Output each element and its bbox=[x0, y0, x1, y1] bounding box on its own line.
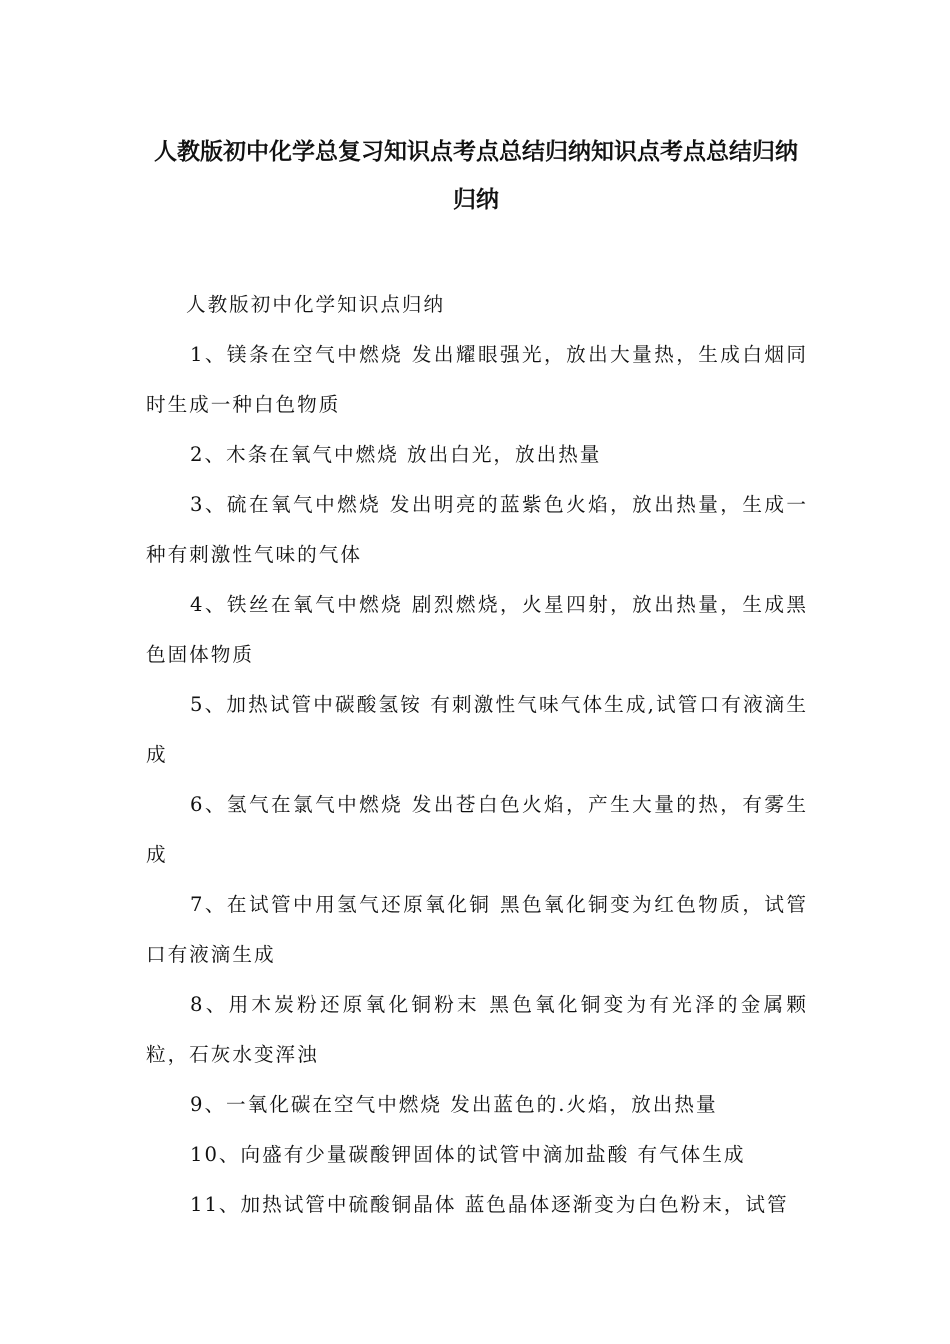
list-item: 1、镁条在空气中燃烧 发出耀眼强光，放出大量热，生成白烟同时生成一种白色物质 bbox=[146, 343, 808, 416]
list-item: 8、用木炭粉还原氧化铜粉末 黑色氧化铜变为有光泽的金属颗粒，石灰水变浑浊 bbox=[146, 993, 808, 1066]
document-body bbox=[146, 280, 808, 1230]
list-item: 6、氢气在氯气中燃烧 发出苍白色火焰，产生大量的热，有雾生成 bbox=[146, 793, 808, 866]
list-item: 4、铁丝在氧气中燃烧 剧烈燃烧，火星四射，放出热量，生成黑色固体物质 bbox=[146, 593, 808, 666]
list-item: 11、加热试管中硫酸铜晶体 蓝色晶体逐渐变为白色粉末，试管 bbox=[190, 1193, 789, 1216]
list-item: 10、向盛有少量碳酸钾固体的试管中滴加盐酸 有气体生成 bbox=[190, 1143, 746, 1166]
list-item: 9、一氧化碳在空气中燃烧 发出蓝色的.火焰，放出热量 bbox=[190, 1093, 718, 1116]
section-subtitle: 人教版初中化学知识点归纳 bbox=[186, 293, 446, 316]
list-item: 3、硫在氧气中燃烧 发出明亮的蓝紫色火焰，放出热量，生成一种有刺激性气味的气体 bbox=[146, 493, 808, 566]
list-item: 5、加热试管中碳酸氢铵 有刺激性气味气体生成,试管口有液滴生成 bbox=[146, 693, 808, 766]
list-item: 7、在试管中用氢气还原氧化铜 黑色氧化铜变为红色物质，试管口有液滴生成 bbox=[146, 893, 808, 966]
list-item: 2、木条在氧气中燃烧 放出白光，放出热量 bbox=[190, 443, 602, 466]
document-title: 人教版初中化学总复习知识点考点总结归纳知识点考点总结归纳归纳 bbox=[154, 139, 798, 213]
